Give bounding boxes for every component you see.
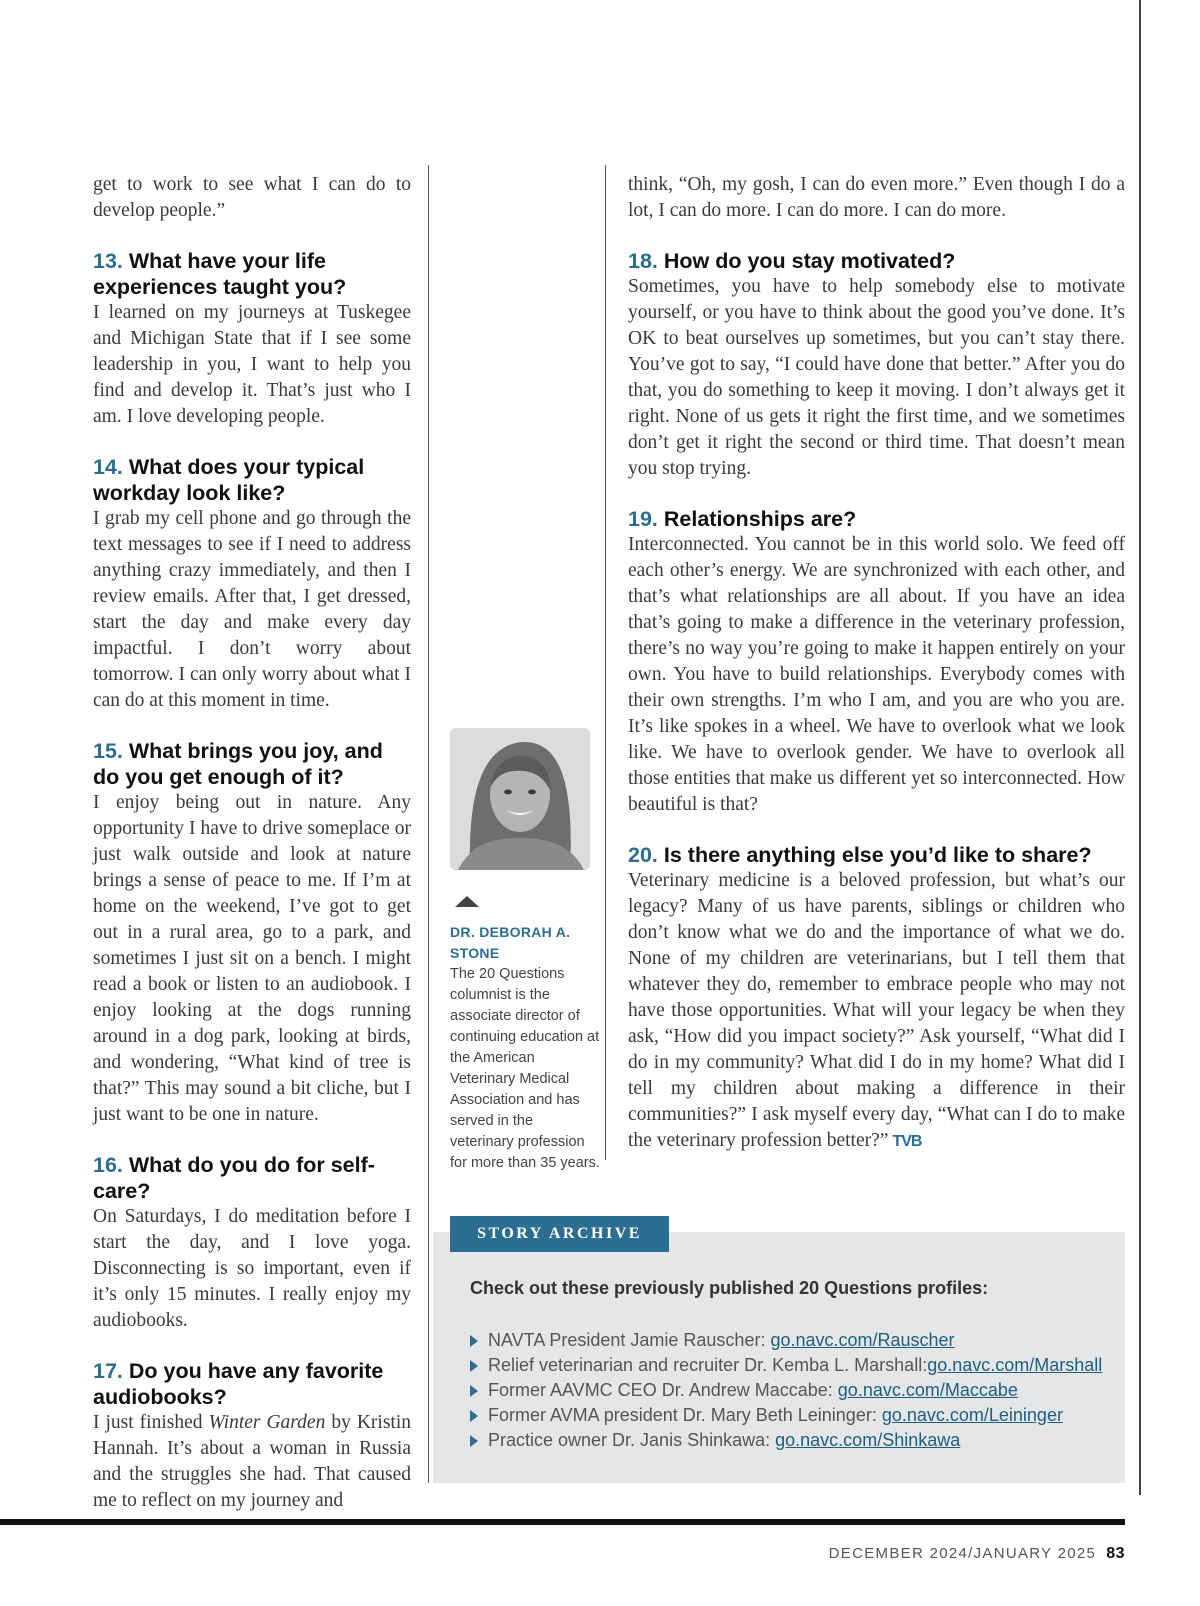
question-19 bbox=[628, 506, 1125, 818]
question-number: 15. bbox=[93, 739, 123, 763]
end-mark-logo: TVB bbox=[892, 1133, 922, 1150]
archive-item-text: Former AAVMC CEO Dr. Andrew Maccabe: bbox=[488, 1380, 833, 1400]
answer-text: Interconnected. You cannot be in this world solo. We feed off each other’s energy. We are synchronized with each other, and that’s what relationships are all about. If you have an idea that’s going to make a difference in the veterinary profession, there’s no way you’re going to make it happen entirely on your own. You have to build relationships. Everybody comes with their own strengths. I’m who I am, and you are who you are. It’s like spokes in a wheel. We have to overlook what we look like. We have to overlook gender. We have to overlook all those entities that make us different yet so interconnected. How beautiful is that? bbox=[628, 534, 1125, 815]
question-text: What brings you joy, and do you get enough of it? bbox=[93, 739, 383, 789]
column-divider-right bbox=[605, 165, 606, 1160]
right-intro: think, “Oh, my gosh, I can do even more.” Even though I do a lot, I can do more. I can do more. I can do more. bbox=[628, 174, 1125, 221]
question-text: Is there anything else you’d like to share? bbox=[663, 843, 1092, 867]
question-number: 14. bbox=[93, 455, 123, 479]
question-text: How do you stay motivated? bbox=[663, 249, 956, 273]
photo-caption bbox=[450, 922, 600, 1174]
caption-arrow-icon bbox=[455, 896, 479, 907]
question-number: 17. bbox=[93, 1359, 123, 1383]
archive-item-text: Practice owner Dr. Janis Shinkawa: bbox=[488, 1430, 771, 1450]
answer-text bbox=[628, 868, 1125, 1155]
footer-rule bbox=[0, 1519, 1125, 1525]
portrait-photo bbox=[450, 728, 590, 870]
question-title bbox=[628, 842, 1125, 868]
issue-date: DECEMBER 2024/JANUARY 2025 bbox=[828, 1545, 1097, 1562]
page-footer bbox=[829, 1545, 1125, 1563]
right-column bbox=[628, 172, 1125, 1157]
story-archive-list bbox=[470, 1328, 1102, 1453]
archive-item bbox=[470, 1403, 1102, 1428]
portrait-icon bbox=[450, 728, 590, 870]
archive-item bbox=[470, 1428, 1102, 1453]
answer-text: Sometimes, you have to help somebody else to motivate yourself, or you have to think about the good you’ve done. It’s OK to beat ourselves up sometimes, but you can’t stay there. You’ve got to say, “I could have done that better.” After you do that, you do something to keep it moving. I don’t always get it right. None of us gets it right the first time, and we sometimes don’t get it right the second or third time. That doesn’t mean you stop trying. bbox=[628, 276, 1125, 479]
story-archive-tab: STORY ARCHIVE bbox=[450, 1216, 669, 1252]
answer-text: I enjoy being out in nature. Any opportunity I have to drive someplace or just walk outside and look at nature brings a sense of peace to me. If I’m at home on the weekend, I’ve got to get out in a rural area, go to a park, and sometimes I just sit on a bench. I might read a book or listen to an audiobook. I enjoy looking at the dogs running around in a dog park, looking at birds, and wondering, “What kind of tree is that?” This may sound a bit cliche, but I just want to be one in nature. bbox=[93, 792, 411, 1125]
archive-item bbox=[470, 1353, 1102, 1378]
question-15 bbox=[93, 738, 411, 1128]
answer-part: by Kristin Hannah. It’s about a woman in Russia and the struggles she had. That caused me to reflect on my journey and bbox=[93, 1412, 412, 1511]
question-text: What have your life experiences taught you? bbox=[93, 249, 347, 299]
archive-link-rauscher[interactable]: go.navc.com/Rauscher bbox=[770, 1330, 955, 1350]
question-text: What do you do for self-care? bbox=[93, 1153, 375, 1203]
question-title bbox=[628, 248, 1125, 274]
question-title bbox=[93, 1152, 411, 1204]
bullet-arrow-icon bbox=[470, 1385, 478, 1397]
answer-part: I just finished bbox=[93, 1412, 209, 1433]
question-title bbox=[628, 506, 1125, 532]
question-title bbox=[93, 1358, 411, 1410]
bullet-arrow-icon bbox=[470, 1335, 478, 1347]
archive-link-maccabe[interactable]: go.navc.com/Maccabe bbox=[837, 1380, 1018, 1400]
question-number: 20. bbox=[628, 843, 658, 867]
story-archive-heading: Check out these previously published 20 Questions profiles: bbox=[470, 1278, 989, 1298]
answer-text: I learned on my journeys at Tuskegee and Michigan State that if I see some leadership in you, I want to help you find and develop it. That’s just who I am. I love developing people. bbox=[93, 302, 411, 427]
answer-text: On Saturdays, I do meditation before I start the day, and I love yoga. Disconnecting is so important, even if it’s only 15 minutes. I really enjoy my audiobooks. bbox=[93, 1206, 411, 1331]
archive-link-shinkawa[interactable]: go.navc.com/Shinkawa bbox=[775, 1430, 961, 1450]
question-20 bbox=[628, 842, 1125, 1155]
archive-item bbox=[470, 1328, 1102, 1353]
question-title bbox=[93, 738, 411, 790]
book-title: Winter Garden bbox=[208, 1412, 326, 1433]
question-number: 16. bbox=[93, 1153, 123, 1177]
question-text: Relationships are? bbox=[663, 507, 857, 531]
page-number: 83 bbox=[1106, 1545, 1125, 1562]
question-text: Do you have any favorite audiobooks? bbox=[93, 1359, 384, 1409]
question-13 bbox=[93, 248, 411, 430]
caption-name: DR. DEBORAH A. STONE bbox=[450, 924, 571, 961]
bullet-arrow-icon bbox=[470, 1360, 478, 1372]
answer-text: I grab my cell phone and go through the text messages to see if I need to address anything crazy immediately, and then I review emails. After that, I get dressed, start the day and make every day impactful. I don’t worry about tomorrow. I can only worry about what I can do at this moment in time. bbox=[93, 508, 411, 711]
question-text: What does your typical workday look like? bbox=[93, 455, 365, 505]
archive-item-text: NAVTA President Jamie Rauscher: bbox=[488, 1330, 766, 1350]
archive-link-marshall[interactable]: go.navc.com/Marshall bbox=[927, 1355, 1103, 1375]
bullet-arrow-icon bbox=[470, 1410, 478, 1422]
page-edge-rule bbox=[1139, 0, 1141, 1495]
archive-item-text: Former AVMA president Dr. Mary Beth Leininger: bbox=[488, 1405, 877, 1425]
question-title bbox=[93, 248, 411, 300]
question-number: 18. bbox=[628, 249, 658, 273]
archive-item bbox=[470, 1378, 1102, 1403]
question-number: 19. bbox=[628, 507, 658, 531]
left-intro: get to work to see what I can do to develop people.” bbox=[93, 174, 411, 221]
archive-item-text: Relief veterinarian and recruiter Dr. Kemba L. Marshall: bbox=[488, 1355, 928, 1375]
question-17 bbox=[93, 1358, 411, 1514]
question-number: 13. bbox=[93, 249, 123, 273]
question-title bbox=[93, 454, 411, 506]
left-column bbox=[93, 172, 411, 1516]
archive-link-leininger[interactable]: go.navc.com/Leininger bbox=[881, 1405, 1063, 1425]
caption-bio: The 20 Questions columnist is the associate director of continuing education at the American Veterinary Medical Association and has served in the veterinary profession for more than 35 years. bbox=[450, 966, 600, 1171]
answer-text bbox=[93, 1410, 411, 1514]
answer-part: Veterinary medicine is a beloved profession, but what’s our legacy? Many of us have parents, siblings or children who don’t know what we do and the importance of what we do. None of my children are veterinarians, but I tell them that whatever they do, remember to embrace people who may not have those opportunities. What will your legacy be when they ask, “How did you impact society?” Ask yourself, “What did I do in my community? What did I do in my home? What did I tell my children about making a difference in their communities?” I ask myself every day, “What can I do to make the veterinary profession better?” bbox=[628, 870, 1125, 1151]
question-18 bbox=[628, 248, 1125, 482]
column-divider-left bbox=[428, 165, 429, 1483]
question-14 bbox=[93, 454, 411, 714]
question-16 bbox=[93, 1152, 411, 1334]
bullet-arrow-icon bbox=[470, 1435, 478, 1447]
